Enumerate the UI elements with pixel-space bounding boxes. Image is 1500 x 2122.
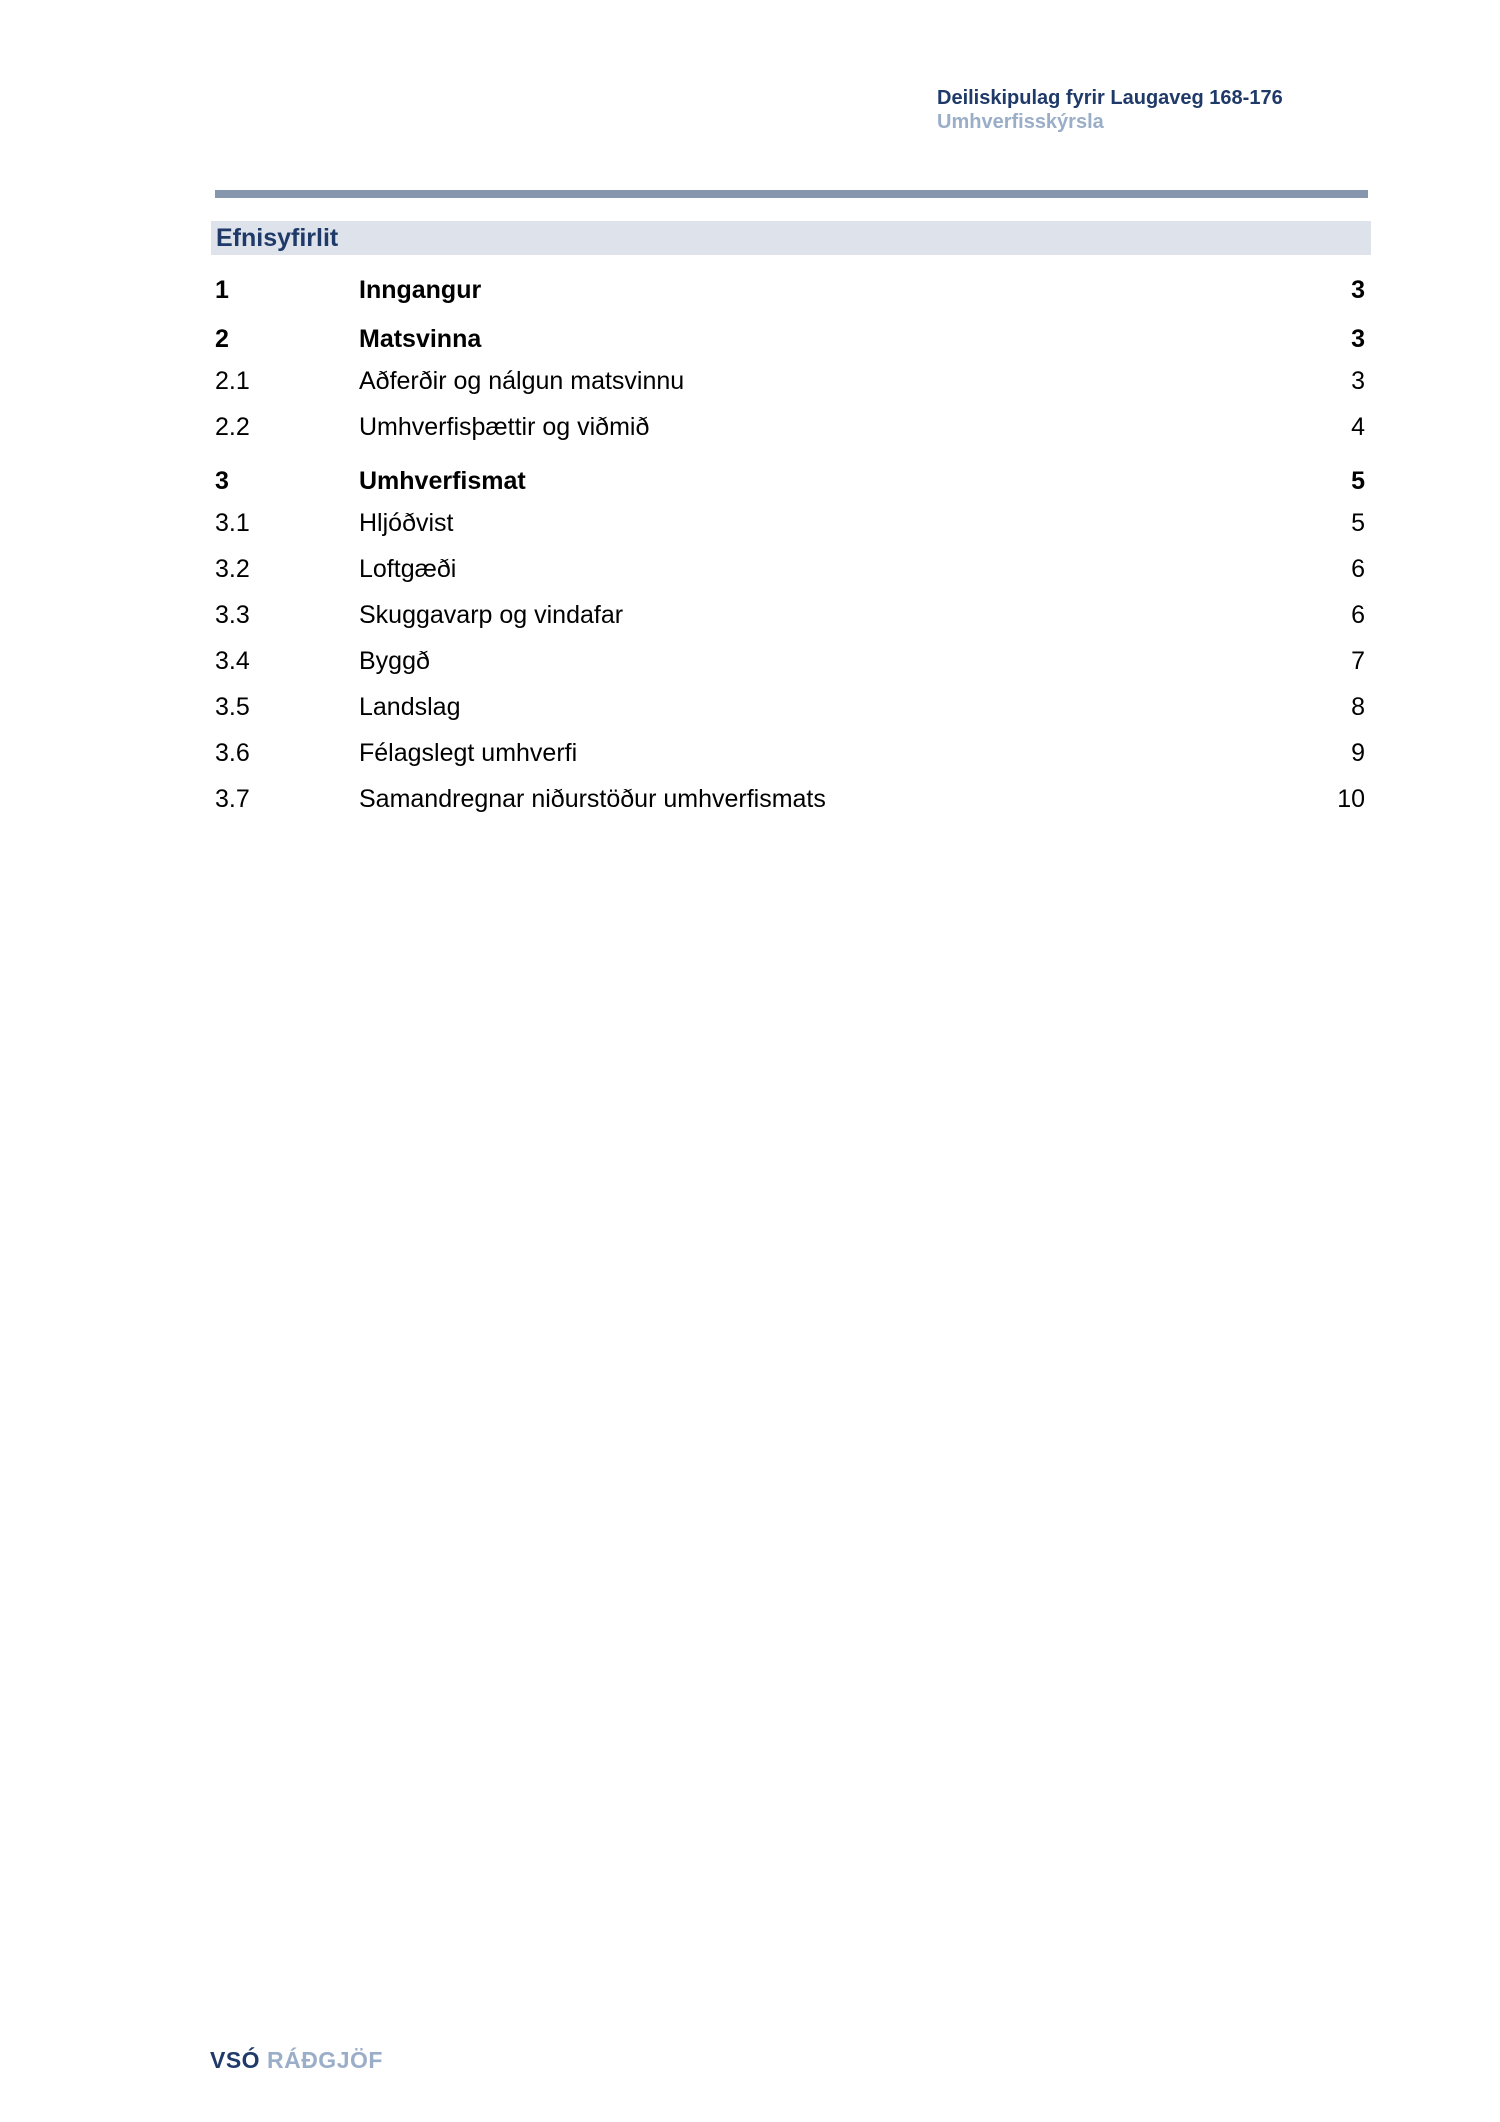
toc-entry-number: 2.1 — [215, 367, 250, 395]
toc-entry[interactable] — [215, 782, 1365, 816]
toc-entry[interactable] — [215, 644, 1365, 678]
toc-entry-page: 9 — [1351, 739, 1365, 767]
toc-entry[interactable] — [215, 552, 1365, 586]
toc-entry-page: 8 — [1351, 693, 1365, 721]
header-title: Deiliskipulag fyrir Laugaveg 168-176 — [937, 87, 1283, 109]
toc-entry[interactable] — [215, 598, 1365, 632]
toc-entry[interactable] — [215, 464, 1365, 498]
toc-entry-label: Landslag — [359, 693, 461, 721]
toc-entry-page: 3 — [1351, 367, 1365, 395]
toc-entry-number: 1 — [215, 276, 229, 304]
toc-entry-label: Matsvinna — [359, 325, 482, 353]
toc-title: Efnisyfirlit — [216, 224, 339, 252]
company-logo — [210, 2047, 383, 2074]
header-subtitle: Umhverfisskýrsla — [937, 111, 1104, 133]
toc-entry-number: 3.7 — [215, 785, 250, 813]
toc-entry-label: Umhverfismat — [359, 467, 526, 495]
toc-entry-page: 3 — [1351, 276, 1365, 304]
toc-entry-page: 10 — [1337, 785, 1365, 813]
toc-entry[interactable] — [215, 364, 1365, 398]
toc-entry[interactable] — [215, 410, 1365, 444]
toc-entry-number: 3.2 — [215, 555, 250, 583]
toc-entry-label: Inngangur — [359, 276, 482, 304]
toc-entry-number: 3 — [215, 467, 229, 495]
logo-primary-text: VSÓ — [210, 2047, 261, 2073]
toc-entry-label: Hljóðvist — [359, 509, 454, 537]
toc-entry-label: Samandregnar niðurstöður umhverfismats — [359, 785, 826, 813]
toc-entry-number: 3.4 — [215, 647, 250, 675]
toc-entry-page: 7 — [1351, 647, 1365, 675]
toc-entry-page: 4 — [1351, 413, 1365, 441]
toc-entry-label: Byggð — [359, 647, 430, 675]
toc-entry-number: 2.2 — [215, 413, 250, 441]
toc-entry-label: Loftgæði — [359, 555, 457, 583]
toc-entry-label: Skuggavarp og vindafar — [359, 601, 624, 629]
toc-entry-number: 3.1 — [215, 509, 250, 537]
toc-entry-page: 5 — [1351, 467, 1365, 495]
toc-entry-page: 6 — [1351, 555, 1365, 583]
toc-entry-number: 3.6 — [215, 739, 250, 767]
toc-heading-bar — [211, 221, 1371, 255]
toc-entry[interactable] — [215, 273, 1365, 307]
toc-entry-page: 6 — [1351, 601, 1365, 629]
toc-entry[interactable] — [215, 322, 1365, 356]
toc-entry[interactable] — [215, 736, 1365, 770]
header-divider — [215, 190, 1368, 198]
logo-secondary-text: RÁÐGJÖF — [266, 2047, 383, 2073]
page-header — [937, 86, 1283, 134]
toc-entry-page: 3 — [1351, 325, 1365, 353]
toc-entry[interactable] — [215, 506, 1365, 540]
toc-entry-page: 5 — [1351, 509, 1365, 537]
toc-entry-label: Félagslegt umhverfi — [359, 739, 578, 767]
toc-entry-label: Aðferðir og nálgun matsvinnu — [359, 367, 685, 395]
toc-entry[interactable] — [215, 690, 1365, 724]
toc-entry-number: 3.5 — [215, 693, 250, 721]
toc-entry-label: Umhverfisþættir og viðmið — [359, 413, 650, 441]
toc-entry-number: 2 — [215, 325, 229, 353]
toc-entry-number: 3.3 — [215, 601, 250, 629]
